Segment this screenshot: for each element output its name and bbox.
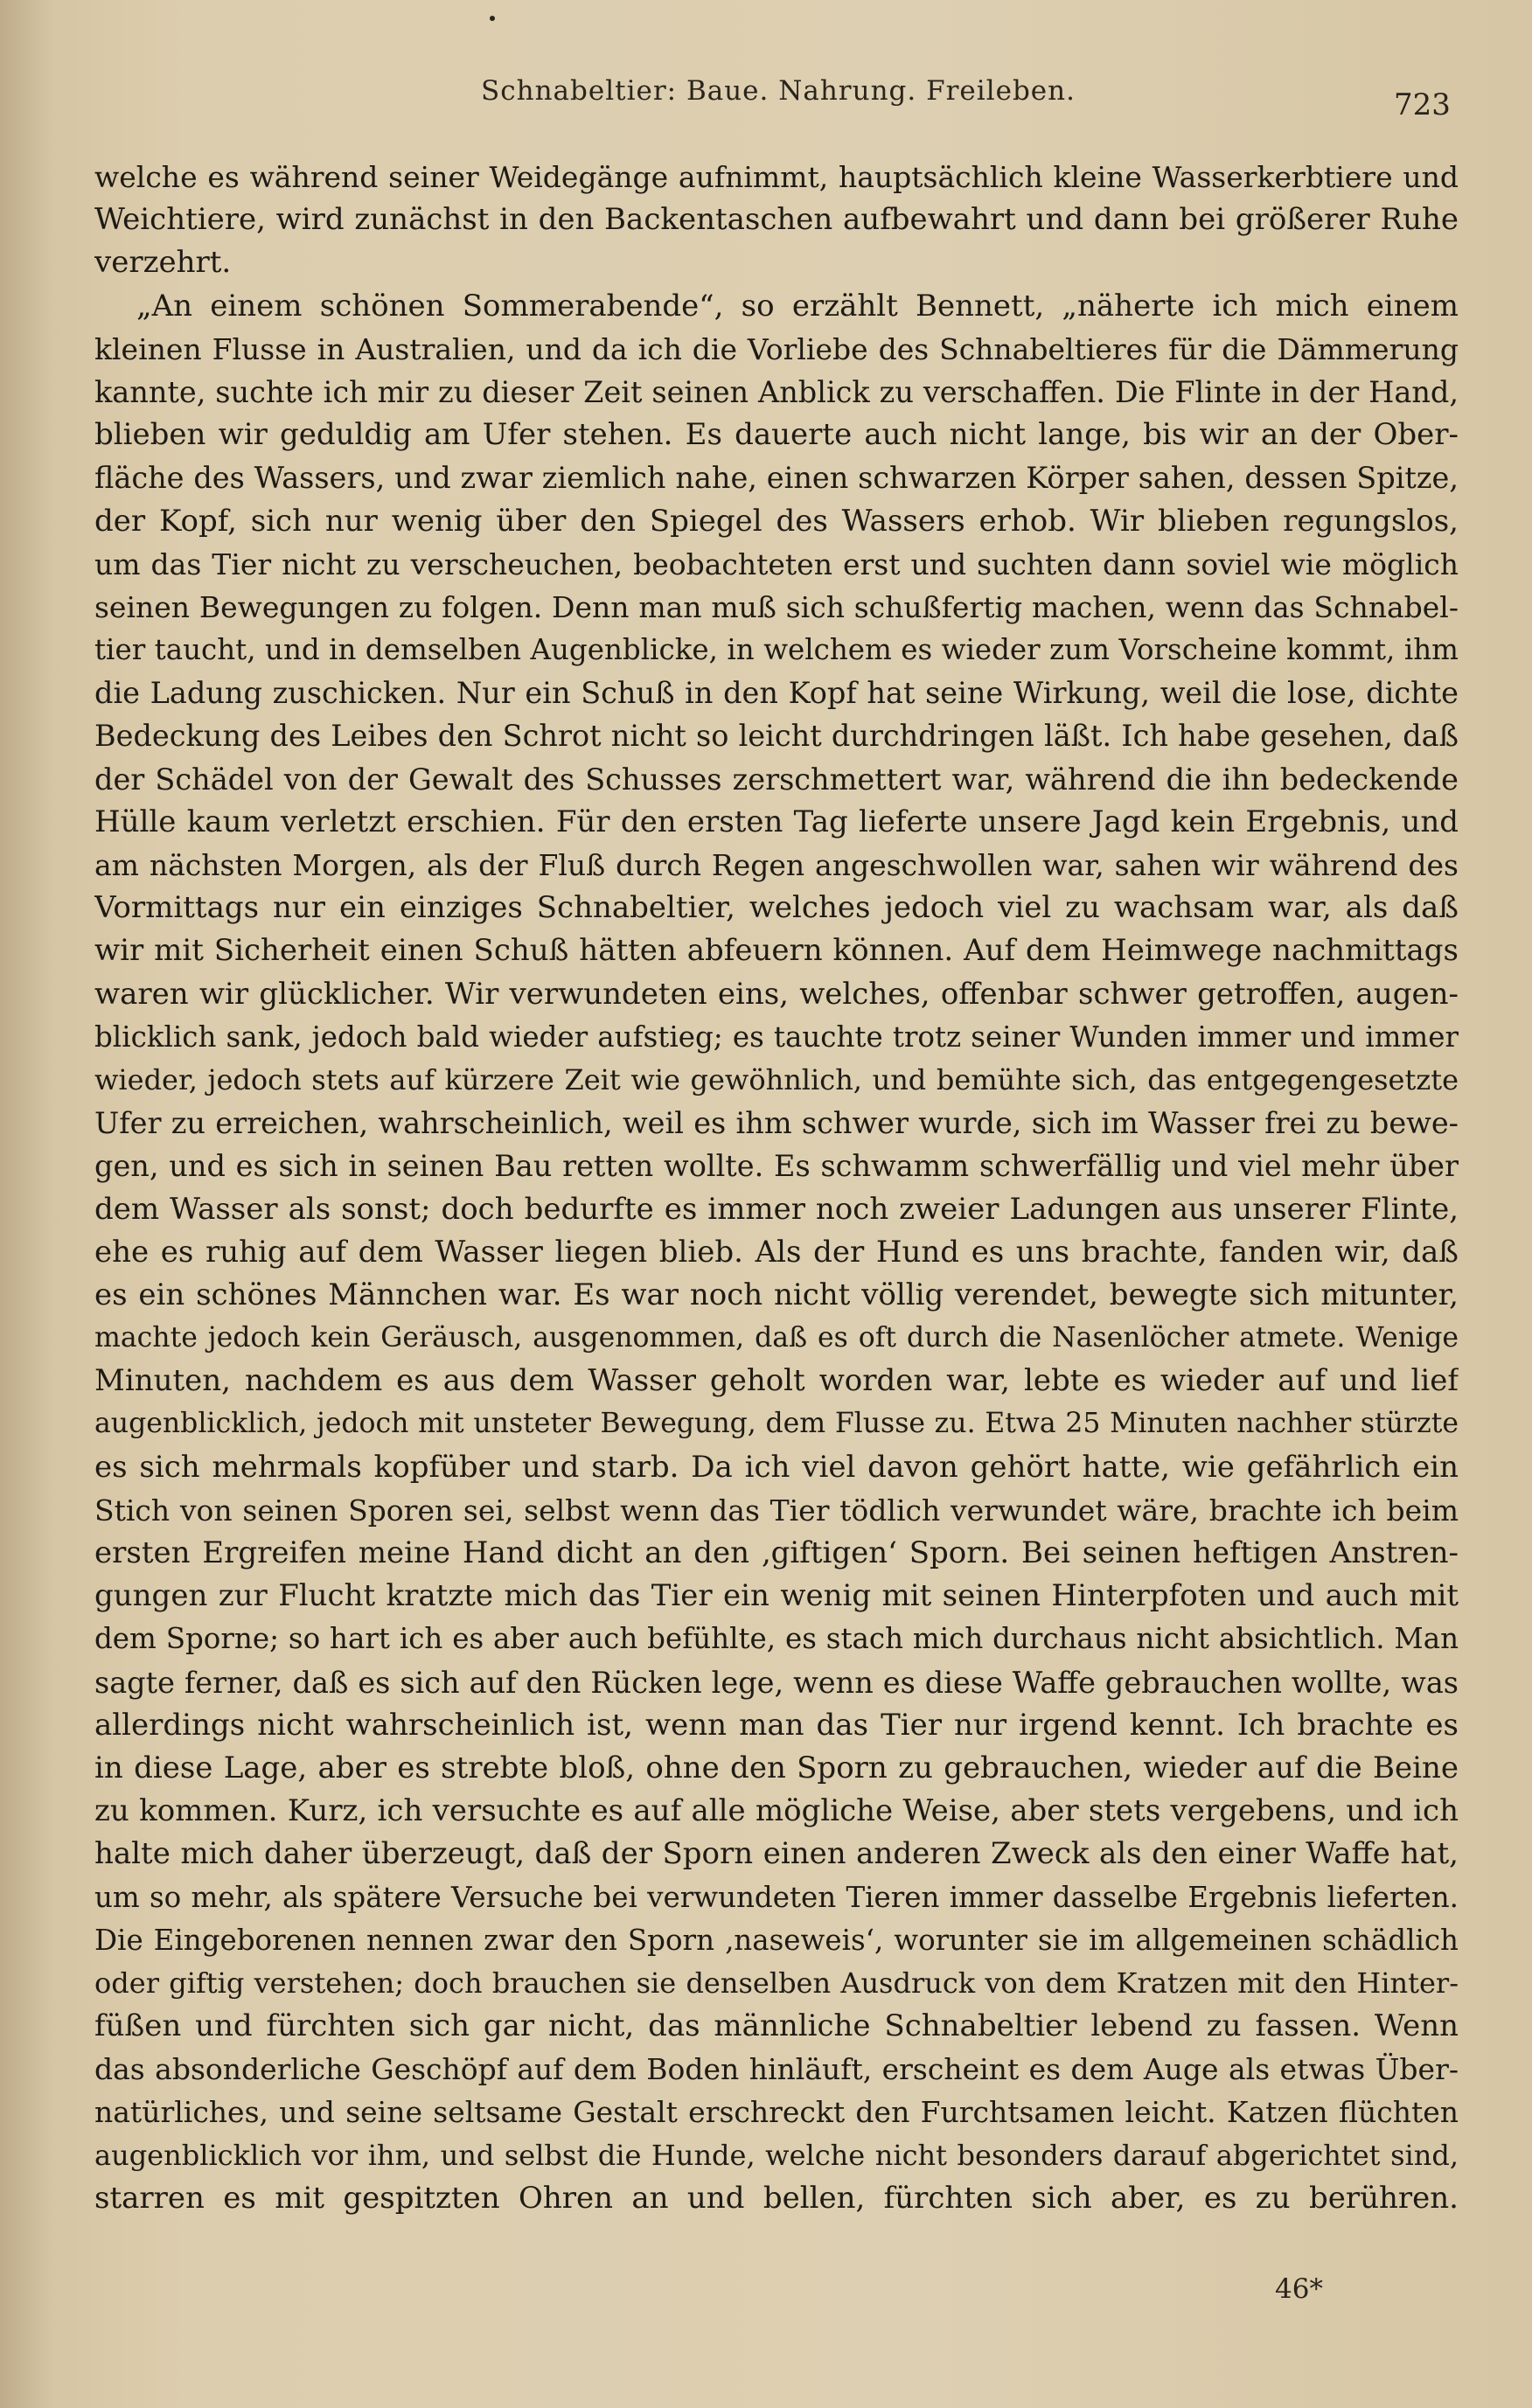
text-line: der Schädel von der Gewalt des Schusses zerschmettert war, während die ihn bedeckende (94, 762, 1459, 797)
text-line: die Ladung zuschicken. Nur ein Schuß in den Kopf hat seine Wirkung, weil die lose, dichte (94, 676, 1459, 711)
body-text (94, 156, 1459, 2263)
text-line: der Kopf, sich nur wenig über den Spiegel des Wassers erhob. Wir blieben regungslos, (94, 503, 1459, 539)
text-line: natürliches, und seine seltsame Gestalt erschreckt den Furchtsamen leicht. Katzen flüchten (94, 2095, 1459, 2130)
text-line: um so mehr, als spätere Versuche bei verwundeten Tieren immer dasselbe Ergebnis lieferten. (94, 1880, 1459, 1914)
text-line: gungen zur Flucht kratzte mich das Tier ein wenig mit seinen Hinterpfoten und auch mit (94, 1578, 1459, 1614)
text-line: blicklich sank, jedoch bald wieder aufstieg; es tauchte trotz seiner Wunden immer und immer (94, 1020, 1459, 1054)
text-line: Die Eingeborenen nennen zwar den Sporn ‚naseweis‘, worunter sie im allgemeinen schädlich (94, 1923, 1459, 1957)
text-line (94, 2220, 1459, 2263)
text-line: gen, und es sich in seinen Bau retten wollte. Es schwamm schwerfällig und viel mehr über (94, 1149, 1459, 1184)
text-line: füßen und fürchten sich gar nicht, das männliche Schnabeltier lebend zu fassen. Wenn (94, 2008, 1459, 2044)
signature-mark: 46* (1275, 2273, 1323, 2305)
text-line: allerdings nicht wahrscheinlich ist, wenn man das Tier nur irgend kennt. Ich brachte es (94, 1707, 1459, 1743)
text-line: starren es mit gespitzten Ohren an und bellen, fürchten sich aber, es zu berühren. (94, 2180, 1459, 2216)
text-line: es ein schönes Männchen war. Es war noch nicht völlig verendet, bewegte sich mitunter, (94, 1277, 1459, 1312)
text-line: um das Tier nicht zu verscheuchen, beobachteten erst und suchten dann soviel wie möglich (94, 546, 1459, 581)
text-line: halte mich daher überzeugt, daß der Sporn einen anderen Zweck als den einer Waffe hat, (94, 1836, 1459, 1872)
text-line: dem Sporne; so hart ich es aber auch befühlte, es stach mich durchaus nicht absichtlich. Man (94, 1622, 1459, 1656)
text-line: blieben wir geduldig am Ufer stehen. Es dauerte auch nicht lange, bis wir an der Ober- (94, 417, 1459, 453)
text-line: ersten Ergreifen meine Hand dicht an den ‚giftigen‘ Sporn. Bei seinen heftigen Anstren- (94, 1535, 1459, 1570)
text-line: wir mit Sicherheit einen Schuß hätten abfeuern können. Auf dem Heimwege nachmittags (94, 933, 1459, 969)
text-line: waren wir glücklicher. Wir verwundeten eins, welches, offenbar schwer getroffen, augen- (94, 976, 1459, 1012)
text-line: es sich mehrmals kopfüber und starb. Da ich viel davon gehört hatte, wie gefährlich ein (94, 1449, 1459, 1485)
text-line: fläche des Wassers, und zwar ziemlich nahe, einen schwarzen Körper sahen, dessen Spitze, (94, 461, 1459, 496)
text-line: Hülle kaum verletzt erschien. Für den ersten Tag lieferte unsere Jagd kein Ergebnis, und (94, 804, 1459, 839)
running-header: Schnabeltier: Baue. Nahrung. Freileben. (481, 75, 1076, 107)
text-line: in diese Lage, aber es strebte bloß, ohne den Sporn zu gebrauchen, wieder auf die Beine (94, 1750, 1459, 1785)
text-line: kannte, suchte ich mir zu dieser Zeit seinen Anblick zu verschaffen. Die Flinte in der Hand, (94, 374, 1459, 409)
text-line: Stich von seinen Sporen sei, selbst wenn das Tier tödlich verwundet wäre, brachte ich beim (94, 1493, 1459, 1528)
text-line: augenblicklich vor ihm, und selbst die Hunde, welche nicht besonders darauf abgerichtet sind, (94, 2138, 1459, 2172)
text-line: ehe es ruhig auf dem Wasser liegen blieb. Als der Hund es uns brachte, fanden wir, daß (94, 1234, 1459, 1270)
text-line: Weichtiere, wird zunächst in den Backentaschen aufbewahrt und dann bei größerer Ruhe (94, 202, 1459, 238)
text-line: zu kommen. Kurz, ich versuchte es auf alle mögliche Weise, aber stets vergebens, und ich (94, 1793, 1459, 1829)
text-line: welche es während seiner Weidegänge aufnimmt, hauptsächlich kleine Wasserkerbtiere und (94, 160, 1459, 194)
text-line: wieder, jedoch stets auf kürzere Zeit wie gewöhnlich, und bemühte sich, das entgegengesetzte (94, 1062, 1459, 1096)
text-line: dem Wasser als sonst; doch bedurfte es immer noch zweier Ladungen aus unserer Flinte, (94, 1191, 1459, 1227)
text-line: verzehrt. (94, 245, 232, 281)
ink-dot (490, 16, 495, 21)
text-line: das absonderliche Geschöpf auf dem Boden hinläuft, erscheint es dem Auge als etwas Über- (94, 2052, 1459, 2087)
text-line: tier taucht, und in demselben Augenblicke, in welchem es wieder zum Vorscheine kommt, ihm (94, 633, 1459, 667)
text-line: kleinen Flusse in Australien, und da ich die Vorliebe des Schnabeltieres für die Dämmerung (94, 331, 1459, 366)
text-line: seinen Bewegungen zu folgen. Denn man muß sich schußfertig machen, wenn das Schnabel- (94, 589, 1459, 624)
text-line: oder giftig verstehen; doch brauchen sie denselben Ausdruck von dem Kratzen mit den Hinter- (94, 1966, 1459, 2000)
page-number: 723 (1394, 87, 1451, 122)
text-line: augenblicklich, jedoch mit unsteter Bewegung, dem Flusse zu. Etwa 25 Minuten nachher stürzte (94, 1408, 1459, 1440)
text-line: machte jedoch kein Geräusch, ausgenommen, daß es oft durch die Nasenlöcher atmete. Wenige (94, 1322, 1459, 1354)
text-line: Minuten, nachdem es aus dem Wasser geholt worden war, lebte es wieder auf und lief (94, 1363, 1459, 1399)
page-fold-shadow (0, 0, 52, 2408)
text-line: „An einem schönen Sommerabende“, so erzählt Bennett, „näherte ich mich einem (136, 288, 1459, 324)
text-line: Bedeckung des Leibes den Schrot nicht so leicht durchdringen läßt. Ich habe gesehen, daß (94, 719, 1459, 754)
text-line: am nächsten Morgen, als der Fluß durch Regen angeschwollen war, sahen wir während des (94, 848, 1459, 882)
text-line: Ufer zu erreichen, wahrscheinlich, weil es ihm schwer wurde, sich im Wasser frei zu bewe- (94, 1106, 1459, 1141)
text-line: sagte ferner, daß es sich auf den Rücken lege, wenn es diese Waffe gebrauchen wollte, was (94, 1665, 1459, 1700)
text-line: Vormittags nur ein einziges Schnabeltier, welches jedoch viel zu wachsam war, als daß (94, 890, 1459, 926)
